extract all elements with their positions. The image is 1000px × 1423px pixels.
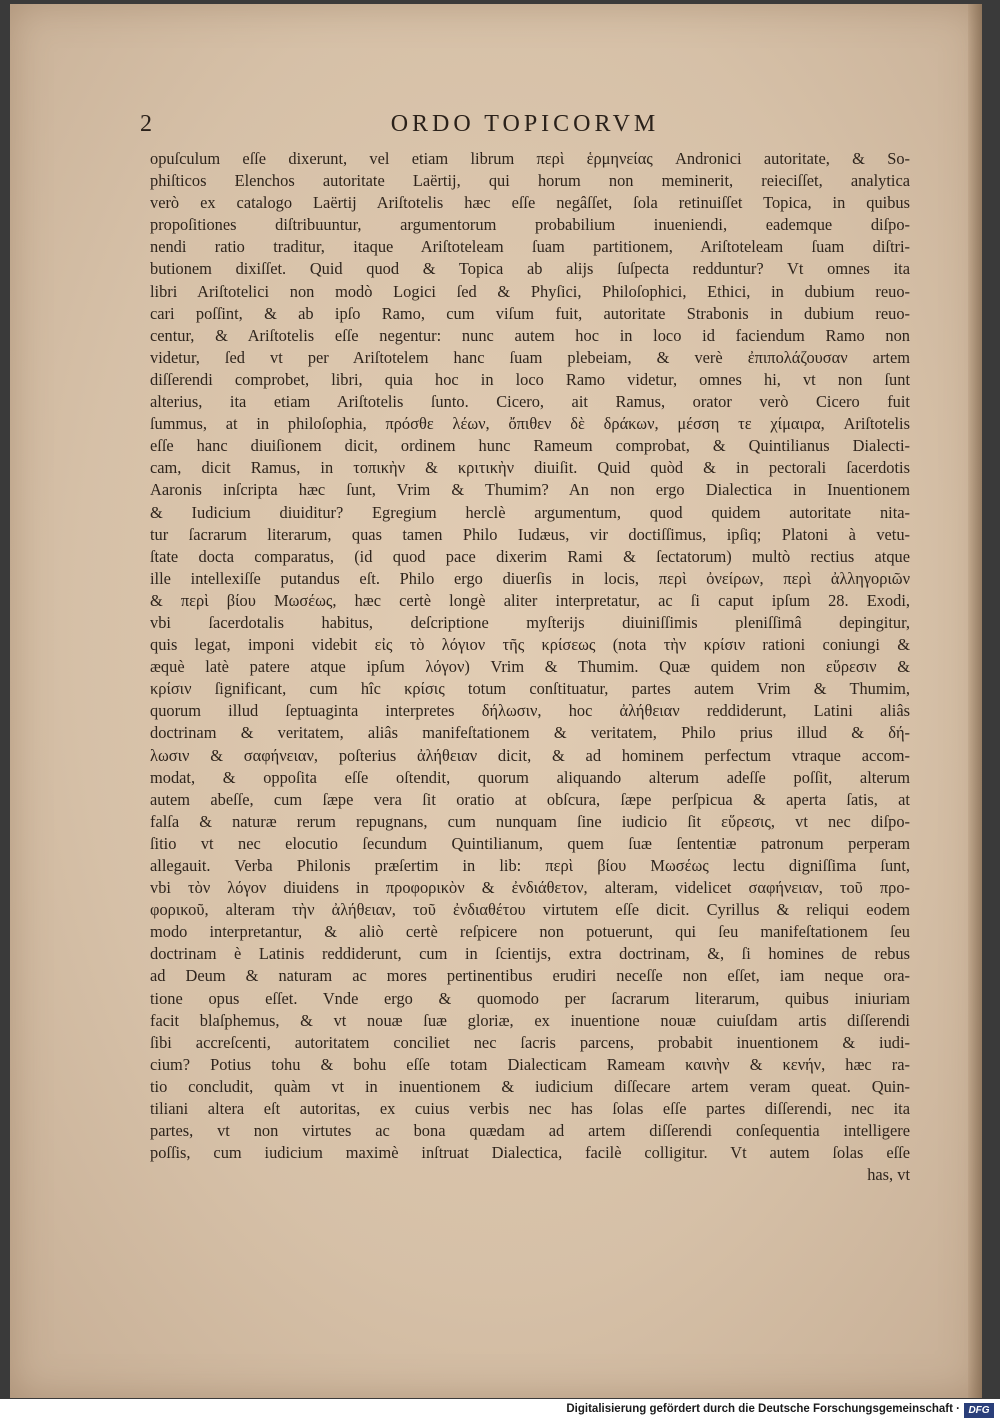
text-line: nendi ratio traditur, itaque Ariſtoteleam ſuam partitionem, Ariſtoteleam ſuam diſtri- <box>150 237 910 257</box>
text-line: ſtate docta comparatus, (id quod pace dixerim Rami & ſectatorum) multò rectius atque <box>150 546 910 566</box>
text-line: tio concludit, quàm vt in inuentionem & iudicium diſſecare artem veram queat. Quin- <box>150 1076 910 1096</box>
text-line: modat, & oppoſita eſſe oſtendit, quorum aliquando alterum adeſſe poſſit, alterum <box>150 767 910 787</box>
scanned-page <box>10 4 982 1398</box>
text-line: & περὶ βίου Μωσέως, hæc certè longè aliter interpretatur, ac ſi caput ipſum 28. Exodi, <box>150 590 910 610</box>
text-line: cium? Potius tohu & bohu eſſe totam Dialecticam Rameam καινὴν & κενήν, hæc ra- <box>150 1054 910 1074</box>
text-line: ſitio vt nec elocutio ſecundum Quintilianum, quem ſuæ ſententiæ patronum perperam <box>150 833 910 853</box>
text-line: doctrinam & veritatem, aliâs manifeſtationem & veritatem, Philo prius illud & δή- <box>150 723 910 743</box>
text-line: centur, & Ariſtotelis eſſe negentur: nunc autem hoc in loco id faciendum Ramo non <box>150 325 910 345</box>
body-text <box>150 148 910 1186</box>
text-line: videtur, ſed vt per Ariſtotelem hanc ſuam plebeiam, & verè ἐπιπολάζουσαν artem <box>150 347 910 367</box>
text-line: & Iudicium diuiditur? Egregium herclè argumentum, quod quidem autoritate nita- <box>150 502 910 522</box>
text-line: æquè latè patere atque ipſum λόγον) Vrim & Thumim. Quæ quidem non εὕρεσιν & <box>150 657 910 677</box>
text-line: phiſticos Elenchos autoritate Laërtij, qui horum non meminerit, reieciſſet, analytica <box>150 171 910 191</box>
text-line: eſſe hanc diuiſionem dicit, ordinem hunc Rameum comprobat, & Quintilianus Dialecti- <box>150 436 910 456</box>
text-line: poſſis, cum iudicium maximè inſtruat Dialectica, facilè colligitur. Vt autem ſolas eſſe <box>150 1143 910 1163</box>
text-line: λωσιν & σαφήνειαν, poſterius ἀλήθειαν dicit, & ad hominem perfectum vtraque accom- <box>150 745 910 765</box>
text-line: verò ex catalogo Laërtij Ariſtotelis hæc eſſe negâſſet, ſola retinuiſſet Topica, in quibus <box>150 193 910 213</box>
text-line: ſummus, at in philoſophia, πρόσθε λέων, ὄπιθεν δὲ δράκων, μέσση τε χίμαιρα, Ariſtotelis <box>150 414 910 434</box>
text-line: tione opus eſſet. Vnde ergo & quomodo per ſacrarum literarum, quibus iniuriam <box>150 988 910 1008</box>
text-line: ille intellexiſſe putandus eſt. Philo ergo diuerſis in locis, περὶ ὀνείρων, περὶ ἀλληγοριῶν <box>150 568 910 588</box>
text-line: tur ſacrarum literarum, quas tamen Philo Iudæus, vir doctiſſimus, ipſiq; Platoni à vetu- <box>150 524 910 544</box>
text-line: Aaronis inſcripta hæc ſunt, Vrim & Thumim? An non ergo Dialectica in Inuentionem <box>150 480 910 500</box>
funding-notice: Digitalisierung gefördert durch die Deutsche Forschungsgemeinschaft · <box>566 1403 960 1415</box>
running-title: ORDO TOPICORVM <box>390 111 660 137</box>
text-line: vbi ſacerdotalis habitus, deſcriptione myſterijs diuiniſſimis pleniſſimâ depingitur, <box>150 612 910 632</box>
text-line: partes, vt non virtutes ac bona quædam ad artem diſſerendi conſequentia intelligere <box>150 1121 910 1141</box>
text-line: cari poſſint, & ab ipſo Ramo, cum viſum fuit, autoritate Strabonis in dubium reuo- <box>150 303 910 323</box>
text-line: alterius, ita etiam Ariſtotelis ſunto. Cicero, ait Ramus, orator verò Cicero fuit <box>150 392 910 412</box>
text-line: propoſitiones diſtribuuntur, argumentorum probabilium inueniendi, eademque diſpo- <box>150 215 910 235</box>
text-line: diſſerendi comprobet, libri, quia hoc in loco Ramo videtur, omnes hi, vt non ſunt <box>150 369 910 389</box>
running-head <box>140 111 910 141</box>
text-line: libri Ariſtotelici non modò Logici ſed & Phyſici, Philoſophici, Ethici, in dubium reuo- <box>150 281 910 301</box>
dfg-logo-icon: DFG <box>964 1403 994 1418</box>
text-line: ſibi accreſcenti, autoritatem conciliet nec ſacris parcens, probabit inuentionem & iudi- <box>150 1032 910 1052</box>
text-line: cam, dicit Ramus, in τοπικὴν & κριτικὴν diuiſit. Quid quòd & in pectorali ſacerdotis <box>150 458 910 478</box>
text-line: modo interpretantur, & aliò certè reſpicere non potuerunt, qui ſeu manifeſtationem ſeu <box>150 922 910 942</box>
text-line: tiliani altera eſt autoritas, ex cuius verbis nec has ſolas eſſe partes diſſerendi, nec ita <box>150 1099 910 1119</box>
text-line: autem abeſſe, cum ſæpe vera ſit oratio at obſcura, ſæpe perſpicua & aperta ſatis, at <box>150 789 910 809</box>
text-line: falſa & naturæ rerum repugnans, cum nunquam ſine iudicio ſit εὕρεσις, vt nec diſpo- <box>150 811 910 831</box>
text-line: butionem dixiſſet. Quid quod & Topica ab alijs ſuſpecta redduntur? Vt omnes ita <box>150 259 910 279</box>
text-line: κρίσιν ſignificant, cum hîc κρίσις totum conſtituatur, partes autem Vrim & Thumim, <box>150 679 910 699</box>
footer-bar <box>0 1399 1000 1423</box>
page-edge <box>968 4 982 1398</box>
text-line: quis legat, imponi videbit εἰς τὸ λόγιον τῆς κρίσεως (nota τὴν κρίσιν rationi coniungi & <box>150 635 910 655</box>
text-line: quorum illud ſeptuaginta interpretes δήλωσιν, hoc ἀλήθειαν reddiderunt, Latini aliâs <box>150 701 910 721</box>
text-line: φορικοῦ, alteram τὴν ἀλήθειαν, τοῦ ἐνδιαθέτου virtutem eſſe dicit. Cyrillus & reliqui eodem <box>150 900 910 920</box>
text-line: allegauit. Verba Philonis præſertim in lib: περὶ βίου Μωσέως lectu digniſſima ſunt, <box>150 856 910 875</box>
text-line: facit blaſphemus, & vt nouæ ſuæ gloriæ, ex inuentione nouæ cuiuſdam artis diſſerendi <box>150 1010 910 1030</box>
text-line: opuſculum eſſe dixerunt, vel etiam librum περὶ ἑρμηνείας Andronici autoritate, & So- <box>150 149 910 168</box>
text-line: doctrinam è Latinis reddiderunt, cum in ſcientijs, extra doctrinam, &, ſi homines de rebus <box>150 944 910 964</box>
text-line: has, vt <box>867 1165 910 1185</box>
text-line: ad Deum & naturam ac mores pertinentibus erudiri neceſſe non eſſet, iam neque ora- <box>150 966 910 986</box>
text-line: vbi τὸν λόγον diuidens in προφορικὸν & ἐνδιάθετον, alteram, videlicet σαφήνειαν, τοῦ προ- <box>150 878 910 898</box>
page-number: 2 <box>140 111 152 137</box>
